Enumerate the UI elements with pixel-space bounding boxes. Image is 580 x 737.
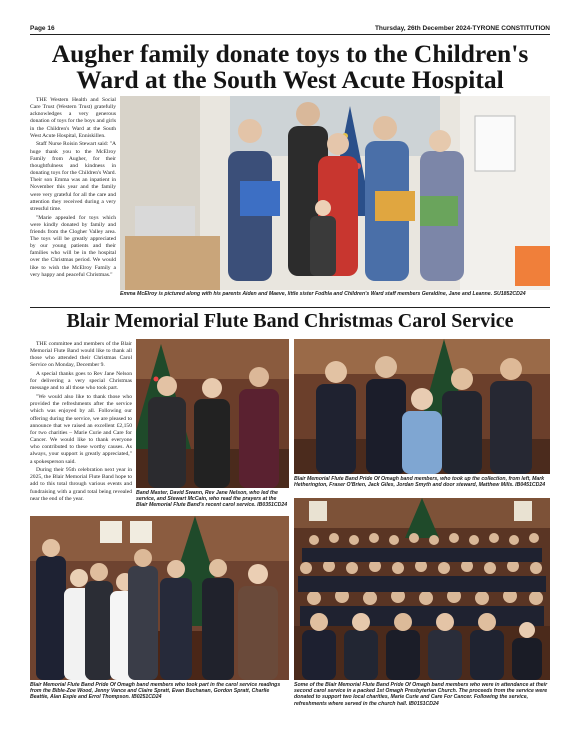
photo-band-large-group-icon (294, 498, 550, 680)
story2-paragraph: "We would also like to thank those who provided the refreshments after the service which was enjoyed by all. Following our offering during the service, we are pleased to announce that we raised an excellent £2,150 for two charities – Marie Curie and Care for Cancer. We would like to thank everyone who contributed to these worthy causes. As always, your support is greatly appreciated," a spokesperson said. (30, 394, 132, 465)
hospital-photo-caption: Emma McElroy is pictured along with his parents Aiden and Maeve, little sister Fodhla and Children's Ward staff members Geraldine, Jane and Leanne. SU1852CD24 (120, 291, 526, 297)
story2-paragraph: A special thanks goes to Rev Jane Nelson for delivering a very special Christmas message and to all those who took part. (30, 371, 132, 392)
story1-body (30, 97, 116, 302)
band-large-group-caption: Some of the Blair Memorial Flute Band Pride Of Omagh band members who were in attendance at their second carol service in a packed 1st Omagh Presbyterian Church. The proceeds from the service were donated to support two local charities, Marie Curie and Care For Cancer. Following the service, refreshments where served in the church hall. IB0151CD24 (294, 682, 548, 707)
header-rule (30, 34, 550, 35)
band-large-group-photo (294, 498, 550, 680)
church-trio-photo (136, 339, 289, 488)
readers-group-caption: Blair Memorial Flute Band Pride Of Omagh band members who took part in the carol service readings from the Bible-Zoe Wood, Jenny Vance and Claire Spratt, Evan Buchanan, Gordon Spratt, Charlie Beattie, Alan Espie and Errol Thompson. IB0251CD24 (30, 682, 281, 701)
readers-group-photo (30, 516, 289, 680)
photo-readers-group-icon (30, 516, 289, 680)
photo-collection-group-icon (294, 339, 550, 474)
photo-church-trio-icon (136, 339, 289, 488)
story2-body (30, 341, 132, 511)
date-line: Thursday, 26th December 2024-TYRONE CONSTITUTION (374, 25, 550, 32)
story1-paragraph: Staff Nurse Roisin Stewart said: "A huge thank you to the McElroy Family from Augher, for their thoughtfulness and kindness in donating toys for the Children's Ward. Their son Emma was an inpatient in November this year and the family were very grateful for all the care and attention they received during a very stressful time. (30, 141, 116, 212)
collection-group-caption: Blair Memorial Flute Band Pride Of Omagh band members, who took up the collection, from left, Mark Hetherington, Fraser O'Brien, Jack Giles, Jordan Smyth and door steward, Matthew Mills. IB0451CD24 (294, 476, 546, 489)
hospital-ward-photo (120, 96, 550, 290)
story2-paragraph: THE committee and members of the Blair Memorial Flute Band would like to thank all those who attended their Christmas Carol Service on Monday, December 9. (30, 341, 132, 369)
collection-group-photo (294, 339, 550, 474)
story1-paragraph: "Marie appealed for toys which were kindly donated by family and friends from the Clogher Valley area. The toys will be greatly appreciated by our young patients and their families who will be in the hospital over the Christmas period. We would like to wish the McElroy Family a very happy and peaceful Christmas." (30, 214, 116, 278)
story1-headline-line2: Ward at the South West Acute Hospital (76, 65, 504, 94)
church-trio-caption: Band Master, David Swann, Rev Jane Nelson, who led the service, and Stewart McCain, who read the prayers at the Blair Memorial Flute Band's recent carol service. IB0351CD24 (136, 490, 288, 509)
story2-headline: Blair Memorial Flute Band Christmas Carol Service (66, 310, 514, 332)
photo-hospital-ward-icon (120, 96, 550, 290)
story1-paragraph: THE Western Health and Social Care Trust (Western Trust) gratefully acknowledges a very generous donation of toys for the boys and girls in the Children's Ward at the South West Acute Hospital, Enniskillen. (30, 97, 116, 139)
story2-paragraph: During their 95th celebration next year in 2025, the Blair Memorial Flute Band hope to add to this total through various events and fundraising with a grand total being revealed near the end of the year. (30, 467, 132, 502)
page-number: Page 16 (30, 25, 55, 32)
section-rule (30, 307, 550, 308)
story1-headline-line1: Augher family donate toys to the Children's (51, 39, 529, 68)
story1-headline (30, 41, 550, 93)
page-header (30, 22, 550, 34)
